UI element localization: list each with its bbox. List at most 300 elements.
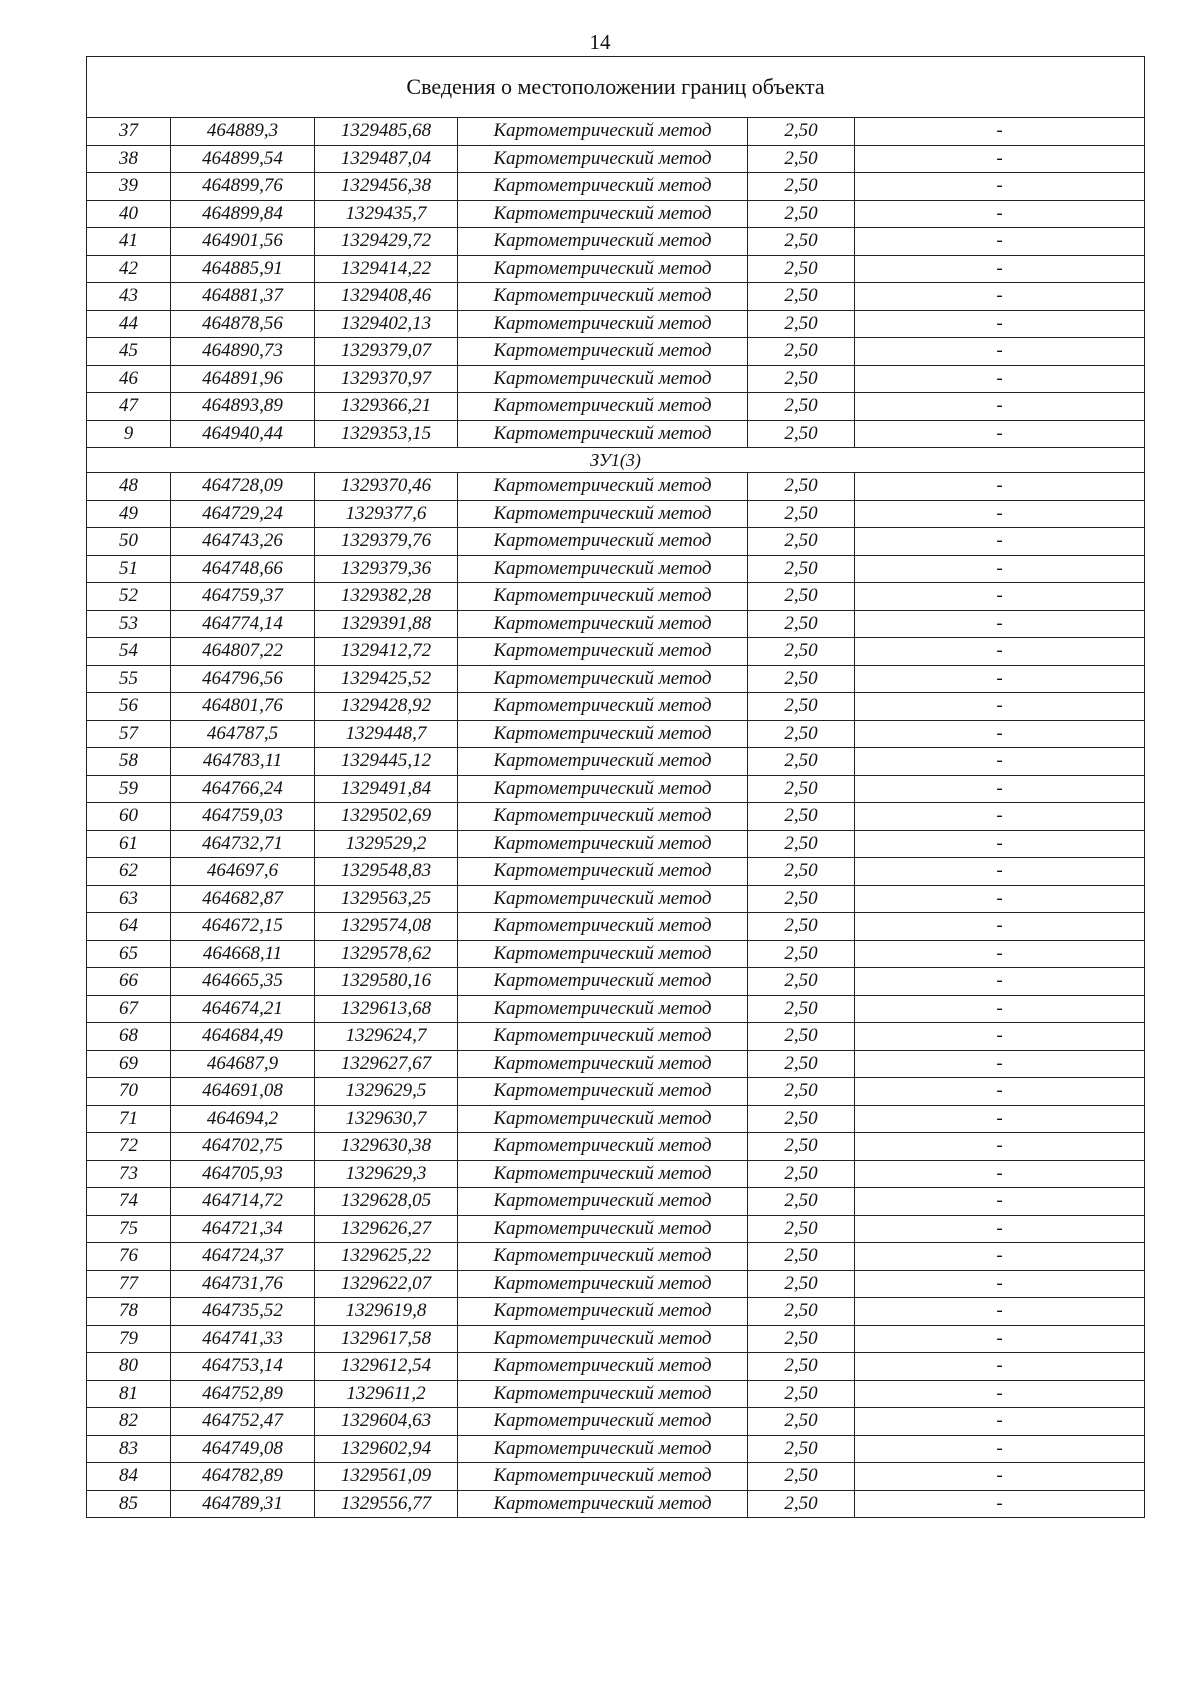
x-coordinate-cell: 464893,89	[171, 393, 315, 421]
point-number-cell: 50	[87, 528, 171, 556]
x-coordinate-cell: 464672,15	[171, 913, 315, 941]
description-cell: -	[855, 1435, 1145, 1463]
y-coordinate-cell: 1329412,72	[315, 638, 458, 666]
method-cell: Картометрический метод	[458, 913, 748, 941]
method-cell: Картометрический метод	[458, 1380, 748, 1408]
table-row	[87, 913, 1145, 941]
table-row	[87, 693, 1145, 721]
x-coordinate-cell: 464774,14	[171, 610, 315, 638]
point-number-cell: 46	[87, 365, 171, 393]
table-row	[87, 1270, 1145, 1298]
x-coordinate-cell: 464752,47	[171, 1408, 315, 1436]
method-cell: Картометрический метод	[458, 1105, 748, 1133]
method-cell: Картометрический метод	[458, 940, 748, 968]
y-coordinate-cell: 1329379,07	[315, 338, 458, 366]
x-coordinate-cell: 464782,89	[171, 1463, 315, 1491]
y-coordinate-cell: 1329353,15	[315, 420, 458, 448]
y-coordinate-cell: 1329630,38	[315, 1133, 458, 1161]
y-coordinate-cell: 1329624,7	[315, 1023, 458, 1051]
description-cell: -	[855, 968, 1145, 996]
description-cell: -	[855, 338, 1145, 366]
table-row	[87, 1380, 1145, 1408]
point-number-cell: 45	[87, 338, 171, 366]
boundary-coordinates-table	[86, 56, 1145, 1518]
method-cell: Картометрический метод	[458, 173, 748, 201]
y-coordinate-cell: 1329604,63	[315, 1408, 458, 1436]
table-row	[87, 940, 1145, 968]
x-coordinate-cell: 464759,37	[171, 583, 315, 611]
point-number-cell: 47	[87, 393, 171, 421]
method-cell: Картометрический метод	[458, 1435, 748, 1463]
point-number-cell: 43	[87, 283, 171, 311]
x-coordinate-cell: 464783,11	[171, 748, 315, 776]
x-coordinate-cell: 464899,84	[171, 200, 315, 228]
x-coordinate-cell: 464889,3	[171, 118, 315, 146]
method-cell: Картометрический метод	[458, 420, 748, 448]
x-coordinate-cell: 464749,08	[171, 1435, 315, 1463]
method-cell: Картометрический метод	[458, 338, 748, 366]
description-cell: -	[855, 1050, 1145, 1078]
point-number-cell: 71	[87, 1105, 171, 1133]
accuracy-cell: 2,50	[748, 913, 855, 941]
description-cell: -	[855, 310, 1145, 338]
table-row	[87, 1050, 1145, 1078]
accuracy-cell: 2,50	[748, 1243, 855, 1271]
x-coordinate-cell: 464801,76	[171, 693, 315, 721]
accuracy-cell: 2,50	[748, 1078, 855, 1106]
point-number-cell: 48	[87, 473, 171, 501]
table-row	[87, 500, 1145, 528]
point-number-cell: 80	[87, 1353, 171, 1381]
accuracy-cell: 2,50	[748, 145, 855, 173]
table-row	[87, 1023, 1145, 1051]
point-number-cell: 66	[87, 968, 171, 996]
description-cell: -	[855, 803, 1145, 831]
point-number-cell: 9	[87, 420, 171, 448]
y-coordinate-cell: 1329502,69	[315, 803, 458, 831]
y-coordinate-cell: 1329626,27	[315, 1215, 458, 1243]
table-row	[87, 1133, 1145, 1161]
x-coordinate-cell: 464878,56	[171, 310, 315, 338]
method-cell: Картометрический метод	[458, 830, 748, 858]
y-coordinate-cell: 1329630,7	[315, 1105, 458, 1133]
description-cell: -	[855, 1408, 1145, 1436]
table-row	[87, 1215, 1145, 1243]
description-cell: -	[855, 145, 1145, 173]
y-coordinate-cell: 1329382,28	[315, 583, 458, 611]
description-cell: -	[855, 775, 1145, 803]
accuracy-cell: 2,50	[748, 1105, 855, 1133]
table-row	[87, 173, 1145, 201]
point-number-cell: 38	[87, 145, 171, 173]
y-coordinate-cell: 1329429,72	[315, 228, 458, 256]
method-cell: Картометрический метод	[458, 583, 748, 611]
y-coordinate-cell: 1329491,84	[315, 775, 458, 803]
description-cell: -	[855, 228, 1145, 256]
point-number-cell: 52	[87, 583, 171, 611]
point-number-cell: 60	[87, 803, 171, 831]
table-row	[87, 830, 1145, 858]
method-cell: Картометрический метод	[458, 885, 748, 913]
table-row	[87, 1078, 1145, 1106]
description-cell: -	[855, 1023, 1145, 1051]
accuracy-cell: 2,50	[748, 173, 855, 201]
description-cell: -	[855, 858, 1145, 886]
method-cell: Картометрический метод	[458, 858, 748, 886]
accuracy-cell: 2,50	[748, 255, 855, 283]
point-number-cell: 76	[87, 1243, 171, 1271]
method-cell: Картометрический метод	[458, 365, 748, 393]
point-number-cell: 54	[87, 638, 171, 666]
point-number-cell: 68	[87, 1023, 171, 1051]
point-number-cell: 55	[87, 665, 171, 693]
accuracy-cell: 2,50	[748, 1325, 855, 1353]
x-coordinate-cell: 464674,21	[171, 995, 315, 1023]
method-cell: Картометрический метод	[458, 1408, 748, 1436]
table-row	[87, 858, 1145, 886]
x-coordinate-cell: 464899,76	[171, 173, 315, 201]
accuracy-cell: 2,50	[748, 228, 855, 256]
point-number-cell: 82	[87, 1408, 171, 1436]
point-number-cell: 79	[87, 1325, 171, 1353]
method-cell: Картометрический метод	[458, 473, 748, 501]
accuracy-cell: 2,50	[748, 118, 855, 146]
description-cell: -	[855, 473, 1145, 501]
point-number-cell: 83	[87, 1435, 171, 1463]
method-cell: Картометрический метод	[458, 1463, 748, 1491]
accuracy-cell: 2,50	[748, 830, 855, 858]
y-coordinate-cell: 1329629,5	[315, 1078, 458, 1106]
description-cell: -	[855, 1105, 1145, 1133]
y-coordinate-cell: 1329379,36	[315, 555, 458, 583]
description-cell: -	[855, 200, 1145, 228]
method-cell: Картометрический метод	[458, 200, 748, 228]
y-coordinate-cell: 1329629,3	[315, 1160, 458, 1188]
table-row	[87, 1353, 1145, 1381]
y-coordinate-cell: 1329529,2	[315, 830, 458, 858]
description-cell: -	[855, 173, 1145, 201]
point-number-cell: 59	[87, 775, 171, 803]
point-number-cell: 49	[87, 500, 171, 528]
accuracy-cell: 2,50	[748, 1298, 855, 1326]
table-row	[87, 803, 1145, 831]
table-row	[87, 145, 1145, 173]
table-title-row	[87, 57, 1145, 118]
description-cell: -	[855, 1215, 1145, 1243]
description-cell: -	[855, 610, 1145, 638]
x-coordinate-cell: 464694,2	[171, 1105, 315, 1133]
x-coordinate-cell: 464729,24	[171, 500, 315, 528]
point-number-cell: 70	[87, 1078, 171, 1106]
table-row	[87, 1298, 1145, 1326]
table-row	[87, 555, 1145, 583]
accuracy-cell: 2,50	[748, 310, 855, 338]
accuracy-cell: 2,50	[748, 473, 855, 501]
method-cell: Картометрический метод	[458, 775, 748, 803]
y-coordinate-cell: 1329435,7	[315, 200, 458, 228]
accuracy-cell: 2,50	[748, 1133, 855, 1161]
table-row	[87, 775, 1145, 803]
x-coordinate-cell: 464748,66	[171, 555, 315, 583]
description-cell: -	[855, 720, 1145, 748]
accuracy-cell: 2,50	[748, 1408, 855, 1436]
y-coordinate-cell: 1329628,05	[315, 1188, 458, 1216]
accuracy-cell: 2,50	[748, 583, 855, 611]
x-coordinate-cell: 464702,75	[171, 1133, 315, 1161]
accuracy-cell: 2,50	[748, 968, 855, 996]
x-coordinate-cell: 464728,09	[171, 473, 315, 501]
accuracy-cell: 2,50	[748, 1188, 855, 1216]
x-coordinate-cell: 464890,73	[171, 338, 315, 366]
accuracy-cell: 2,50	[748, 365, 855, 393]
accuracy-cell: 2,50	[748, 1050, 855, 1078]
x-coordinate-cell: 464682,87	[171, 885, 315, 913]
method-cell: Картометрический метод	[458, 748, 748, 776]
method-cell: Картометрический метод	[458, 665, 748, 693]
y-coordinate-cell: 1329366,21	[315, 393, 458, 421]
description-cell: -	[855, 393, 1145, 421]
x-coordinate-cell: 464891,96	[171, 365, 315, 393]
point-number-cell: 74	[87, 1188, 171, 1216]
method-cell: Картометрический метод	[458, 1215, 748, 1243]
method-cell: Картометрический метод	[458, 1023, 748, 1051]
point-number-cell: 77	[87, 1270, 171, 1298]
description-cell: -	[855, 693, 1145, 721]
accuracy-cell: 2,50	[748, 1380, 855, 1408]
y-coordinate-cell: 1329625,22	[315, 1243, 458, 1271]
point-number-cell: 72	[87, 1133, 171, 1161]
accuracy-cell: 2,50	[748, 1270, 855, 1298]
x-coordinate-cell: 464697,6	[171, 858, 315, 886]
y-coordinate-cell: 1329448,7	[315, 720, 458, 748]
description-cell: -	[855, 255, 1145, 283]
accuracy-cell: 2,50	[748, 500, 855, 528]
table-row	[87, 1243, 1145, 1271]
table-row	[87, 420, 1145, 448]
description-cell: -	[855, 365, 1145, 393]
x-coordinate-cell: 464881,37	[171, 283, 315, 311]
table-row	[87, 885, 1145, 913]
table-row	[87, 665, 1145, 693]
y-coordinate-cell: 1329563,25	[315, 885, 458, 913]
method-cell: Картометрический метод	[458, 500, 748, 528]
x-coordinate-cell: 464743,26	[171, 528, 315, 556]
method-cell: Картометрический метод	[458, 255, 748, 283]
y-coordinate-cell: 1329391,88	[315, 610, 458, 638]
point-number-cell: 61	[87, 830, 171, 858]
y-coordinate-cell: 1329619,8	[315, 1298, 458, 1326]
method-cell: Картометрический метод	[458, 310, 748, 338]
x-coordinate-cell: 464665,35	[171, 968, 315, 996]
method-cell: Картометрический метод	[458, 1133, 748, 1161]
point-number-cell: 73	[87, 1160, 171, 1188]
y-coordinate-cell: 1329612,54	[315, 1353, 458, 1381]
method-cell: Картометрический метод	[458, 1160, 748, 1188]
accuracy-cell: 2,50	[748, 693, 855, 721]
x-coordinate-cell: 464789,31	[171, 1490, 315, 1518]
x-coordinate-cell: 464691,08	[171, 1078, 315, 1106]
table-row	[87, 1325, 1145, 1353]
description-cell: -	[855, 118, 1145, 146]
point-number-cell: 56	[87, 693, 171, 721]
accuracy-cell: 2,50	[748, 995, 855, 1023]
method-cell: Картометрический метод	[458, 720, 748, 748]
accuracy-cell: 2,50	[748, 283, 855, 311]
description-cell: -	[855, 583, 1145, 611]
description-cell: -	[855, 940, 1145, 968]
table-row	[87, 1490, 1145, 1518]
y-coordinate-cell: 1329574,08	[315, 913, 458, 941]
y-coordinate-cell: 1329370,46	[315, 473, 458, 501]
table-row	[87, 610, 1145, 638]
x-coordinate-cell: 464687,9	[171, 1050, 315, 1078]
method-cell: Картометрический метод	[458, 528, 748, 556]
description-cell: -	[855, 420, 1145, 448]
description-cell: -	[855, 283, 1145, 311]
table-row	[87, 995, 1145, 1023]
accuracy-cell: 2,50	[748, 775, 855, 803]
table-row	[87, 1435, 1145, 1463]
description-cell: -	[855, 500, 1145, 528]
y-coordinate-cell: 1329456,38	[315, 173, 458, 201]
point-number-cell: 40	[87, 200, 171, 228]
accuracy-cell: 2,50	[748, 528, 855, 556]
description-cell: -	[855, 1463, 1145, 1491]
table-row	[87, 528, 1145, 556]
accuracy-cell: 2,50	[748, 420, 855, 448]
point-number-cell: 57	[87, 720, 171, 748]
point-number-cell: 64	[87, 913, 171, 941]
description-cell: -	[855, 665, 1145, 693]
method-cell: Картометрический метод	[458, 995, 748, 1023]
point-number-cell: 69	[87, 1050, 171, 1078]
description-cell: -	[855, 1380, 1145, 1408]
x-coordinate-cell: 464705,93	[171, 1160, 315, 1188]
table-row	[87, 118, 1145, 146]
method-cell: Картометрический метод	[458, 1050, 748, 1078]
y-coordinate-cell: 1329425,52	[315, 665, 458, 693]
x-coordinate-cell: 464753,14	[171, 1353, 315, 1381]
table-row	[87, 365, 1145, 393]
point-number-cell: 81	[87, 1380, 171, 1408]
point-number-cell: 67	[87, 995, 171, 1023]
y-coordinate-cell: 1329408,46	[315, 283, 458, 311]
method-cell: Картометрический метод	[458, 610, 748, 638]
accuracy-cell: 2,50	[748, 610, 855, 638]
x-coordinate-cell: 464741,33	[171, 1325, 315, 1353]
method-cell: Картометрический метод	[458, 693, 748, 721]
accuracy-cell: 2,50	[748, 1490, 855, 1518]
description-cell: -	[855, 1078, 1145, 1106]
table-row	[87, 283, 1145, 311]
point-number-cell: 39	[87, 173, 171, 201]
point-number-cell: 65	[87, 940, 171, 968]
y-coordinate-cell: 1329613,68	[315, 995, 458, 1023]
y-coordinate-cell: 1329487,04	[315, 145, 458, 173]
x-coordinate-cell: 464899,54	[171, 145, 315, 173]
method-cell: Картометрический метод	[458, 283, 748, 311]
x-coordinate-cell: 464731,76	[171, 1270, 315, 1298]
y-coordinate-cell: 1329561,09	[315, 1463, 458, 1491]
accuracy-cell: 2,50	[748, 1160, 855, 1188]
method-cell: Картометрический метод	[458, 555, 748, 583]
table-row	[87, 228, 1145, 256]
table-row	[87, 338, 1145, 366]
description-cell: -	[855, 528, 1145, 556]
table-row	[87, 1160, 1145, 1188]
method-cell: Картометрический метод	[458, 1325, 748, 1353]
description-cell: -	[855, 1243, 1145, 1271]
accuracy-cell: 2,50	[748, 940, 855, 968]
method-cell: Картометрический метод	[458, 1298, 748, 1326]
accuracy-cell: 2,50	[748, 803, 855, 831]
accuracy-cell: 2,50	[748, 720, 855, 748]
accuracy-cell: 2,50	[748, 1463, 855, 1491]
description-cell: -	[855, 1188, 1145, 1216]
accuracy-cell: 2,50	[748, 638, 855, 666]
table-row	[87, 200, 1145, 228]
accuracy-cell: 2,50	[748, 858, 855, 886]
y-coordinate-cell: 1329602,94	[315, 1435, 458, 1463]
x-coordinate-cell: 464940,44	[171, 420, 315, 448]
y-coordinate-cell: 1329611,2	[315, 1380, 458, 1408]
method-cell: Картометрический метод	[458, 1353, 748, 1381]
point-number-cell: 63	[87, 885, 171, 913]
description-cell: -	[855, 1270, 1145, 1298]
description-cell: -	[855, 1298, 1145, 1326]
x-coordinate-cell: 464732,71	[171, 830, 315, 858]
y-coordinate-cell: 1329428,92	[315, 693, 458, 721]
y-coordinate-cell: 1329414,22	[315, 255, 458, 283]
point-number-cell: 51	[87, 555, 171, 583]
table-row	[87, 310, 1145, 338]
method-cell: Картометрический метод	[458, 968, 748, 996]
point-number-cell: 53	[87, 610, 171, 638]
point-number-cell: 41	[87, 228, 171, 256]
y-coordinate-cell: 1329578,62	[315, 940, 458, 968]
y-coordinate-cell: 1329370,97	[315, 365, 458, 393]
accuracy-cell: 2,50	[748, 200, 855, 228]
table-row	[87, 255, 1145, 283]
accuracy-cell: 2,50	[748, 748, 855, 776]
x-coordinate-cell: 464668,11	[171, 940, 315, 968]
y-coordinate-cell: 1329627,67	[315, 1050, 458, 1078]
description-cell: -	[855, 1133, 1145, 1161]
accuracy-cell: 2,50	[748, 338, 855, 366]
y-coordinate-cell: 1329445,12	[315, 748, 458, 776]
x-coordinate-cell: 464735,52	[171, 1298, 315, 1326]
x-coordinate-cell: 464787,5	[171, 720, 315, 748]
accuracy-cell: 2,50	[748, 1435, 855, 1463]
y-coordinate-cell: 1329379,76	[315, 528, 458, 556]
description-cell: -	[855, 913, 1145, 941]
description-cell: -	[855, 1490, 1145, 1518]
table-row	[87, 968, 1145, 996]
description-cell: -	[855, 995, 1145, 1023]
accuracy-cell: 2,50	[748, 555, 855, 583]
y-coordinate-cell: 1329580,16	[315, 968, 458, 996]
table-row	[87, 1105, 1145, 1133]
y-coordinate-cell: 1329485,68	[315, 118, 458, 146]
accuracy-cell: 2,50	[748, 1023, 855, 1051]
accuracy-cell: 2,50	[748, 1353, 855, 1381]
point-number-cell: 42	[87, 255, 171, 283]
accuracy-cell: 2,50	[748, 393, 855, 421]
table-row	[87, 748, 1145, 776]
table-row	[87, 1188, 1145, 1216]
x-coordinate-cell: 464721,34	[171, 1215, 315, 1243]
table-row	[87, 583, 1145, 611]
